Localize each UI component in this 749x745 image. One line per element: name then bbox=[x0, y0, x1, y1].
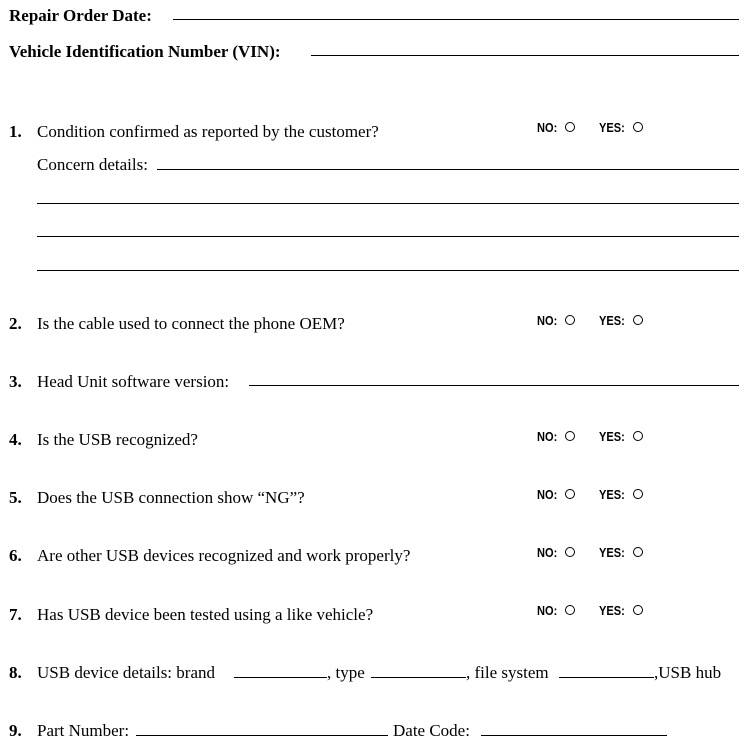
question-5-text: Does the USB connection show “NG”? bbox=[37, 488, 305, 507]
part-number-label: Part Number: bbox=[37, 721, 130, 740]
concern-details-line-2[interactable] bbox=[37, 203, 739, 204]
question-1-yes-radio[interactable] bbox=[633, 122, 643, 132]
question-5-no-radio[interactable] bbox=[565, 489, 575, 499]
question-7-text: Has USB device been tested using a like vehicle? bbox=[37, 605, 374, 624]
question-1-no-label: NO: bbox=[537, 120, 558, 135]
question-5-yes-label: YES: bbox=[599, 487, 625, 502]
question-2-yes-label: YES: bbox=[599, 313, 625, 328]
question-7-no-label: NO: bbox=[537, 603, 558, 618]
date-code-label: Date Code: bbox=[393, 721, 470, 740]
usb-brand-label: USB device details: brand bbox=[37, 663, 215, 682]
question-1-text: Condition confirmed as reported by the customer? bbox=[37, 122, 379, 141]
concern-details-line-4[interactable] bbox=[37, 270, 739, 271]
question-7-yes-radio[interactable] bbox=[633, 605, 643, 615]
question-5-no-label: NO: bbox=[537, 487, 558, 502]
repair-order-date-label: Repair Order Date: bbox=[9, 6, 152, 25]
question-6-number: 6. bbox=[9, 546, 22, 565]
question-1-number: 1. bbox=[9, 122, 22, 141]
question-2-text: Is the cable used to connect the phone OEM? bbox=[37, 314, 345, 333]
question-7-yes-label: YES: bbox=[599, 603, 625, 618]
question-7-no-radio[interactable] bbox=[565, 605, 575, 615]
question-2-no-radio[interactable] bbox=[565, 315, 575, 325]
concern-details-line-3[interactable] bbox=[37, 236, 739, 237]
question-1-no-radio[interactable] bbox=[565, 122, 575, 132]
question-2-no-label: NO: bbox=[537, 313, 558, 328]
question-4-number: 4. bbox=[9, 430, 22, 449]
question-8-number: 8. bbox=[9, 663, 22, 682]
usb-hub-label: ,USB hub bbox=[654, 663, 722, 682]
vin-field[interactable] bbox=[311, 55, 739, 56]
question-1-yes-label: YES: bbox=[599, 120, 625, 135]
question-3-text: Head Unit software version: bbox=[37, 372, 230, 391]
question-3-number: 3. bbox=[9, 372, 22, 391]
question-6-text: Are other USB devices recognized and work properly? bbox=[37, 546, 411, 565]
vin-label: Vehicle Identification Number (VIN): bbox=[9, 42, 281, 61]
question-2-number: 2. bbox=[9, 314, 22, 333]
question-5-yes-radio[interactable] bbox=[633, 489, 643, 499]
date-code-field[interactable] bbox=[481, 735, 667, 736]
concern-details-line-1[interactable] bbox=[157, 169, 739, 170]
part-number-field[interactable] bbox=[136, 735, 388, 736]
question-4-no-radio[interactable] bbox=[565, 431, 575, 441]
question-5-number: 5. bbox=[9, 488, 22, 507]
question-6-no-label: NO: bbox=[537, 545, 558, 560]
question-2-yes-radio[interactable] bbox=[633, 315, 643, 325]
question-6-no-radio[interactable] bbox=[565, 547, 575, 557]
usb-type-label: , type bbox=[327, 663, 365, 682]
usb-file-system-field[interactable] bbox=[559, 677, 654, 678]
question-4-text: Is the USB recognized? bbox=[37, 430, 198, 449]
usb-type-field[interactable] bbox=[371, 677, 466, 678]
concern-details-label: Concern details: bbox=[37, 155, 148, 174]
usb-file-system-label: , file system bbox=[466, 663, 549, 682]
question-6-yes-radio[interactable] bbox=[633, 547, 643, 557]
usb-brand-field[interactable] bbox=[234, 677, 327, 678]
question-7-number: 7. bbox=[9, 605, 22, 624]
question-4-no-label: NO: bbox=[537, 429, 558, 444]
software-version-field[interactable] bbox=[249, 385, 739, 386]
question-4-yes-label: YES: bbox=[599, 429, 625, 444]
question-6-yes-label: YES: bbox=[599, 545, 625, 560]
repair-order-date-field[interactable] bbox=[173, 19, 739, 20]
question-9-number: 9. bbox=[9, 721, 22, 740]
question-4-yes-radio[interactable] bbox=[633, 431, 643, 441]
